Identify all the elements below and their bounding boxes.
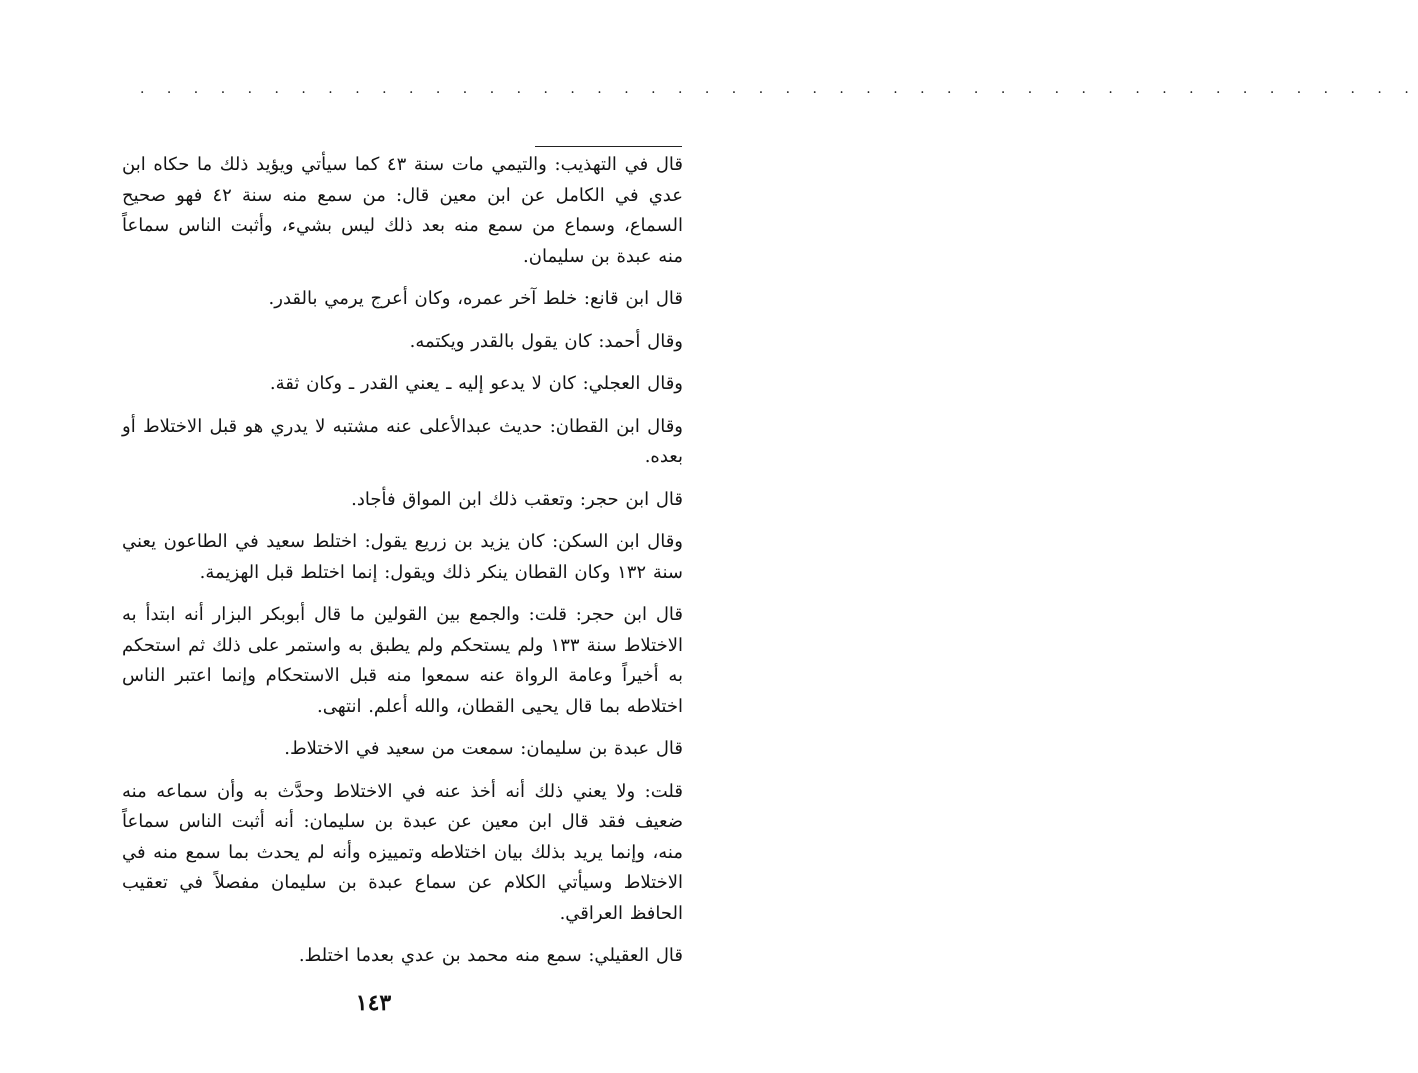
page-body: [122, 150, 683, 984]
paragraph-ibn-hajar-1: قال ابن حجر: وتعقب ذلك ابن المواق فأجاد.: [351, 488, 683, 510]
paragraph-ibn-hajar-2: قال ابن حجر: قلت: والجمع بين القولين ما قال أبوبكر البزار أنه ابتدأ به الاختلاط سنة ١٣٣ ولم يستحكم ولم يطبق به واستمر على ذلك ثم استحكم به أخيراً وعامة الرواة عنه سمعوا منه قبل الاستحكام وإنما اعتبر الناس اختلاطه بما قال يحيى القطان، والله أعلم. انتهى.: [122, 604, 683, 717]
paragraph-ibn-sakan: وقال ابن السكن: كان يزيد بن زريع يقول: اختلط سعيد في الطاعون يعني سنة ١٣٢ وكان القطان ينكر ذلك ويقول: إنما اختلط قبل الهزيمة.: [122, 531, 683, 583]
paragraph-ahmad: وقال أحمد: كان يقول بالقدر ويكتمه.: [409, 330, 683, 352]
paragraph-ijli: وقال العجلي: كان لا يدعو إليه ـ يعني القدر ـ وكان ثقة.: [269, 373, 683, 394]
footnote-rule: [535, 146, 682, 147]
paragraph-qultu: قلت: ولا يعني ذلك أنه أخذ عنه في الاختلاط وحدَّث به وأن سماعه منه ضعيف فقد قال ابن معين عن عبدة بن سليمان: أنه أثبت الناس سماعاً منه، وإنما يريد بذلك بيان اختلاطه وتمييزه وأنه لم يحدث بما سمع منه في الاختلاط وسيأتي الكلام عن سماع عبدة بن سليمان مفصلاً في تعقيب الحافظ العراقي.: [122, 780, 683, 924]
paragraph-uqayli: قال العقيلي: سمع منه محمد بن عدي بعدما اختلط.: [298, 945, 683, 966]
paragraph-tahdhib: قال في التهذيب: والتيمي مات سنة ٤٣ كما سيأتي ويؤيد ذلك ما حكاه ابن عدي في الكامل عن ابن معين قال: من سمع منه سنة ٤٢ فهو صحيح السماع، وسماع من سمع منه بعد ذلك ليس بشيء، وأثبت الناس سماعاً منه عبدة بن سليمان.: [122, 154, 683, 267]
dotted-separator: · · · · · · · · · · · · · · · · · · · · · · · · · · · · · · · · · · · · · · · · · · · · · · · ·: [140, 85, 1418, 101]
paragraph-ibn-qani: قال ابن قانع: خلط آخر عمره، وكان أعرج يرمي بالقدر.: [268, 288, 683, 309]
page-number: ١٤٣: [355, 990, 392, 1016]
paragraph-ibn-qattan: وقال ابن القطان: حديث عبدالأعلى عنه مشتبه لا يدري هو قبل الاختلاط أو بعده.: [122, 415, 683, 467]
paragraph-abda: قال عبدة بن سليمان: سمعت من سعيد في الاختلاط.: [284, 738, 683, 759]
